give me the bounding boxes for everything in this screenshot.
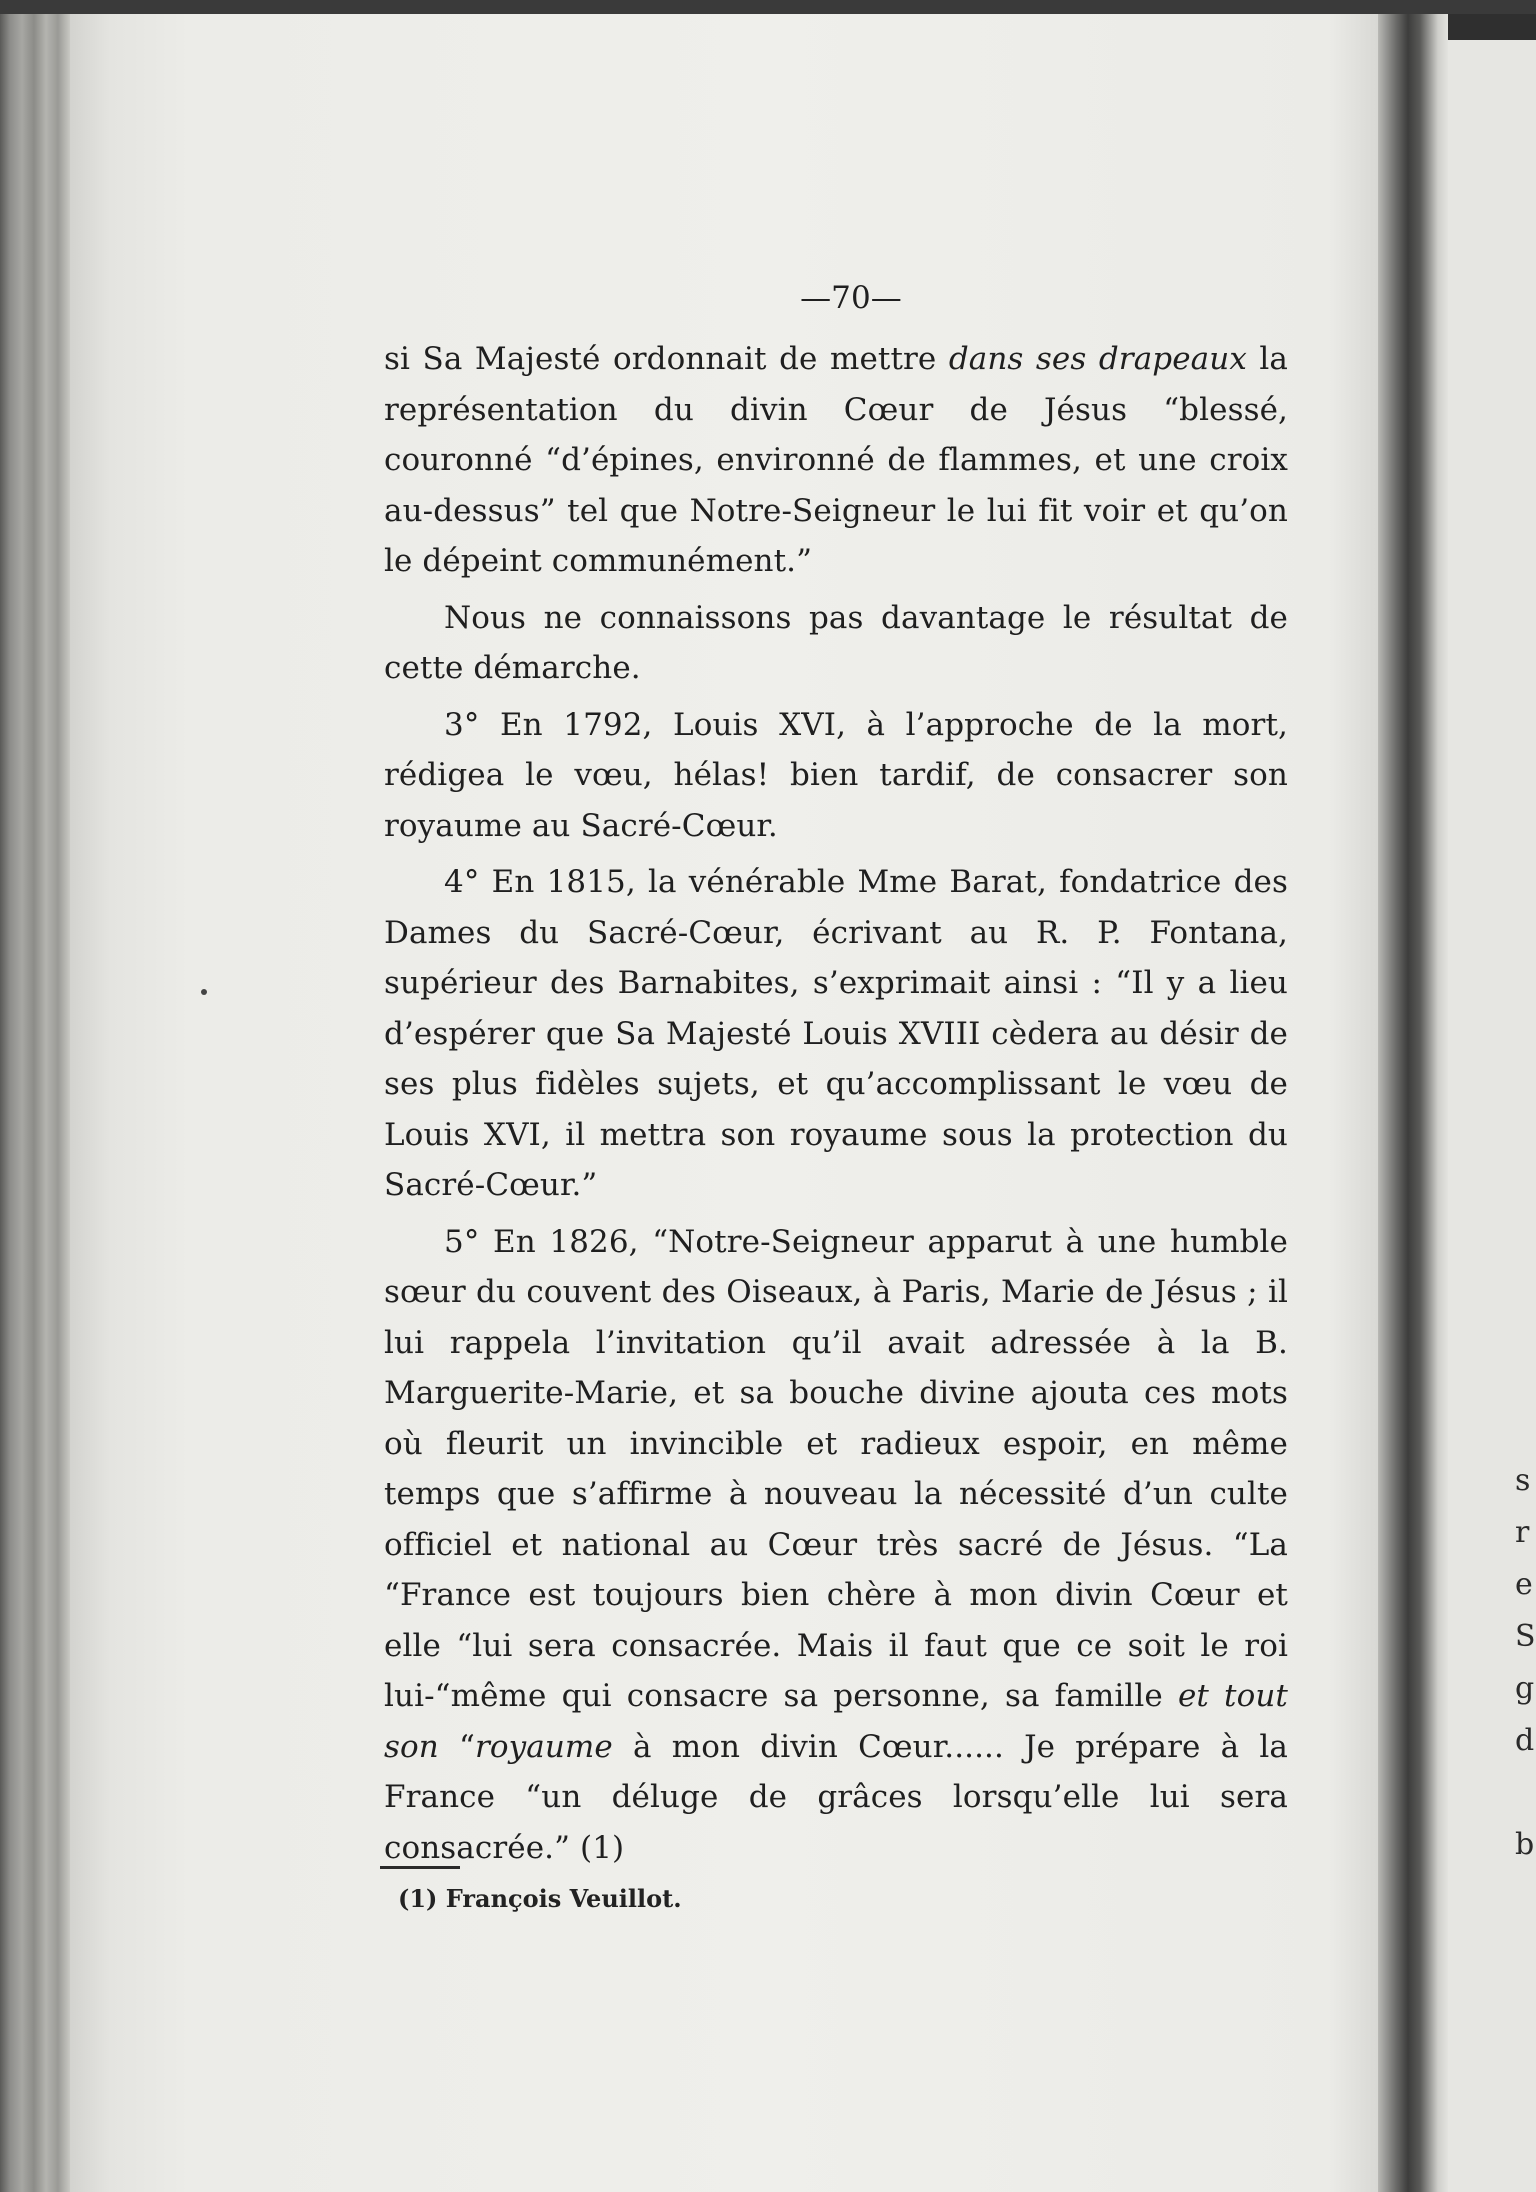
next-page-letter (1515, 1767, 1536, 1819)
next-page-letter: d (1515, 1723, 1535, 1758)
text-run: la représentation du divin Cœur de Jésus “blessé, couronné “d’épines, environné de flammes, et une croix au-dessus” tel que Notre-Seigneur le lui fit voir et qu’on le dépeint communément.” (384, 341, 1288, 579)
italic-text: royaume (474, 1728, 613, 1765)
text-run: Nous ne connaissons pas davantage le résultat de cette démarche. (384, 599, 1288, 686)
paragraph (384, 334, 1288, 587)
next-page-letters (1515, 1455, 1536, 1871)
next-page-letter: S (1515, 1619, 1536, 1654)
text-run: 3° En 1792, Louis XVI, à l’approche de la mort, rédigea le vœu, hélas! bien tardif, de consacrer son royaume au Sacré-Cœur. (384, 706, 1288, 844)
italic-text: et tout son (384, 1678, 1288, 1765)
text-run: 5° En 1826, “Notre-Seigneur apparut à une humble sœur du couvent des Oiseaux, à Paris, Marie de Jésus ; il lui rappela l’invitation qu’il avait adressée à la B. Marguerite-Marie, et sa bouche divine ajouta ces mots où fleurit un invincible et radieux espoir, en même temps que s’affirme à nouveau la nécessité d’un culte officiel et national au Cœur très sacré de Jésus. “La “France est toujours bien chère à mon divin Cœur et elle “lui sera consacrée. Mais il faut que ce soit le roi lui-“même qui consacre sa personne, sa famille (384, 1223, 1288, 1714)
footnote-rule (380, 1866, 460, 1869)
next-page-letter: r (1515, 1515, 1530, 1550)
next-page-letter: e (1515, 1567, 1533, 1602)
scanner-border (0, 0, 1536, 14)
page-number: —70— (800, 280, 902, 316)
paragraph (384, 700, 1288, 852)
paragraph (384, 857, 1288, 1211)
page-edges (0, 14, 70, 2192)
next-page-letter: g (1515, 1671, 1535, 1706)
next-page-letter: b (1515, 1827, 1535, 1862)
italic-text: dans ses drapeaux (948, 341, 1247, 377)
ink-speck (201, 989, 207, 995)
text-run: “ (438, 1728, 475, 1765)
paragraph (384, 593, 1288, 694)
text-run: 4° En 1815, la vénérable Mme Barat, fondatrice des Dames du Sacré-Cœur, écrivant au R. P. Fontana, supérieur des Barnabites, s’exprimait ainsi : “Il y a lieu d’espérer que Sa Majesté Louis XVIII cèdera au désir de ses plus fidèles sujets, et qu’accomplissant le vœu de Louis XVI, il mettra son royaume sous la protection du Sacré-Cœur.” (384, 864, 1288, 1203)
page-text (384, 270, 1288, 1873)
text-run: si Sa Majesté ordonnait de mettre (384, 341, 949, 377)
footnote: (1) François Veuillot. (398, 1884, 682, 1913)
text-run: à mon divin Cœur...... Je prépare à la France “un déluge de grâces lorsqu’elle lui sera consacrée.” (1) (384, 1728, 1288, 1866)
next-page-letter: s (1515, 1463, 1531, 1498)
book-gutter (1378, 14, 1448, 2192)
paragraphs (384, 334, 1288, 1873)
paragraph (384, 1217, 1288, 1874)
